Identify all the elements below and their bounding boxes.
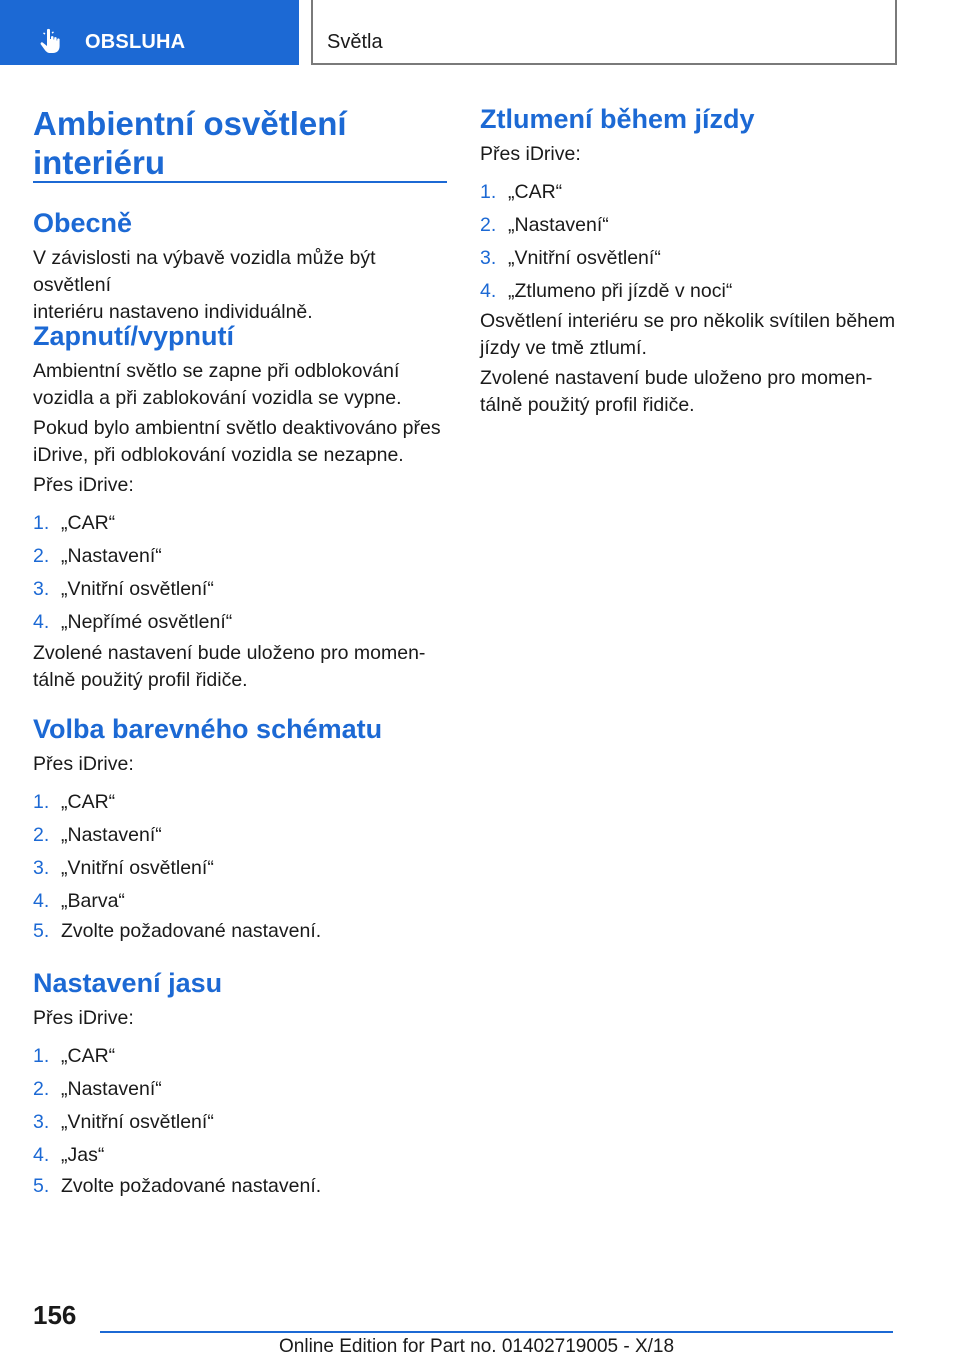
brightness-via: Přes iDrive: [33, 1007, 134, 1029]
main-title-line-1: Ambientní osvětlení [33, 105, 347, 142]
onoff-p2-line-1: Pokud bylo ambientní světlo deaktivováno přes [33, 417, 441, 439]
color-via: Přes iDrive: [33, 753, 134, 775]
dimming-line-1: Osvětlení interiéru se pro několik svítilen během [480, 310, 896, 332]
step-text: Zvolte požadované nastavení. [61, 920, 322, 942]
step-text: „Jas“ [61, 1144, 105, 1166]
dimming-note-line-2: tálně použitý profil řidiče. [480, 394, 695, 416]
step-text: Zvolte požadované nastavení. [61, 1175, 322, 1197]
heading-general: Obecně [33, 208, 133, 238]
step-text: „Vnitřní osvětlení“ [61, 1111, 214, 1133]
step-text: „Vnitřní osvětlení“ [61, 578, 214, 600]
heading-onoff: Zapnutí/vypnutí [33, 321, 234, 351]
step-number: 2. [33, 824, 50, 846]
onoff-p1-line-1: Ambientní světlo se zapne při odblokování [33, 360, 400, 382]
step-number: 5. [33, 920, 50, 942]
heading-color: Volba barevného schématu [33, 714, 383, 744]
edition-text: Online Edition for Part no. 01402719005 - X/18 [279, 1336, 675, 1357]
step-text: „Ztlumeno při jízdě v noci“ [508, 280, 733, 302]
chapter-tab-label: OBSLUHA [85, 31, 186, 53]
general-line-2: interiéru nastaveno individuálně. [33, 301, 313, 323]
general-line-1: V závislosti na výbavě vozidla může být osvětlení [33, 247, 376, 296]
step-text: „Vnitřní osvětlení“ [508, 247, 661, 269]
main-title [33, 104, 347, 182]
onoff-p2-line-2: iDrive, při odblokování vozidla se nezapne. [33, 444, 404, 466]
chapter-tab[interactable] [0, 0, 299, 65]
step-number: 2. [33, 1078, 50, 1100]
step-text: „Barva“ [61, 890, 125, 912]
main-title-line-2: interiéru [33, 144, 166, 181]
dimming-line-2: jízdy ve tmě ztlumí. [480, 337, 647, 359]
step-text: „CAR“ [61, 1045, 116, 1067]
onoff-via: Přes iDrive: [33, 474, 134, 496]
step-number: 4. [480, 280, 497, 302]
step-number: 3. [33, 578, 50, 600]
step-number: 1. [33, 1045, 50, 1067]
step-number: 4. [33, 890, 50, 912]
step-number: 4. [33, 611, 50, 633]
dimming-note-line-1: Zvolené nastavení bude uloženo pro momen- [480, 367, 873, 389]
step-number: 3. [33, 857, 50, 879]
heading-brightness: Nastavení jasu [33, 968, 223, 998]
dimming-via: Přes iDrive: [480, 143, 581, 165]
step-text: „CAR“ [508, 181, 563, 203]
step-number: 2. [480, 214, 497, 236]
step-text: „Nastavení“ [61, 824, 162, 846]
onoff-note-line-1: Zvolené nastavení bude uloženo pro momen- [33, 642, 426, 664]
onoff-note-line-2: tálně použitý profil řidiče. [33, 669, 248, 691]
step-text: „Nastavení“ [61, 545, 162, 567]
step-text: „Nastavení“ [61, 1078, 162, 1100]
step-number: 3. [480, 247, 497, 269]
footer-divider [100, 1331, 893, 1333]
general-paragraph [33, 245, 447, 326]
onoff-paragraph-2 [33, 415, 441, 469]
step-number: 5. [33, 1175, 50, 1197]
section-header [311, 0, 897, 65]
step-number: 3. [33, 1111, 50, 1133]
step-text: „Vnitřní osvětlení“ [61, 857, 214, 879]
dimming-note [480, 365, 872, 419]
step-text: „Nastavení“ [508, 214, 609, 236]
onoff-paragraph-1 [33, 358, 402, 412]
step-text: „CAR“ [61, 791, 116, 813]
section-title: Světla [327, 31, 383, 53]
step-number: 1. [33, 791, 50, 813]
step-text: „CAR“ [61, 512, 116, 534]
heading-dimming: Ztlumení během jízdy [480, 104, 755, 134]
step-text: „Nepřímé osvětlení“ [61, 611, 233, 633]
step-number: 1. [480, 181, 497, 203]
step-number: 4. [33, 1144, 50, 1166]
step-number: 2. [33, 545, 50, 567]
step-number: 1. [33, 512, 50, 534]
dimming-paragraph [480, 308, 895, 362]
onoff-note [33, 640, 425, 694]
onoff-p1-line-2: vozidla a při zablokování vozidla se vypne. [33, 387, 402, 409]
page-number: 156 [33, 1300, 77, 1330]
hand-pointer-icon [37, 27, 65, 55]
title-divider [33, 181, 447, 183]
